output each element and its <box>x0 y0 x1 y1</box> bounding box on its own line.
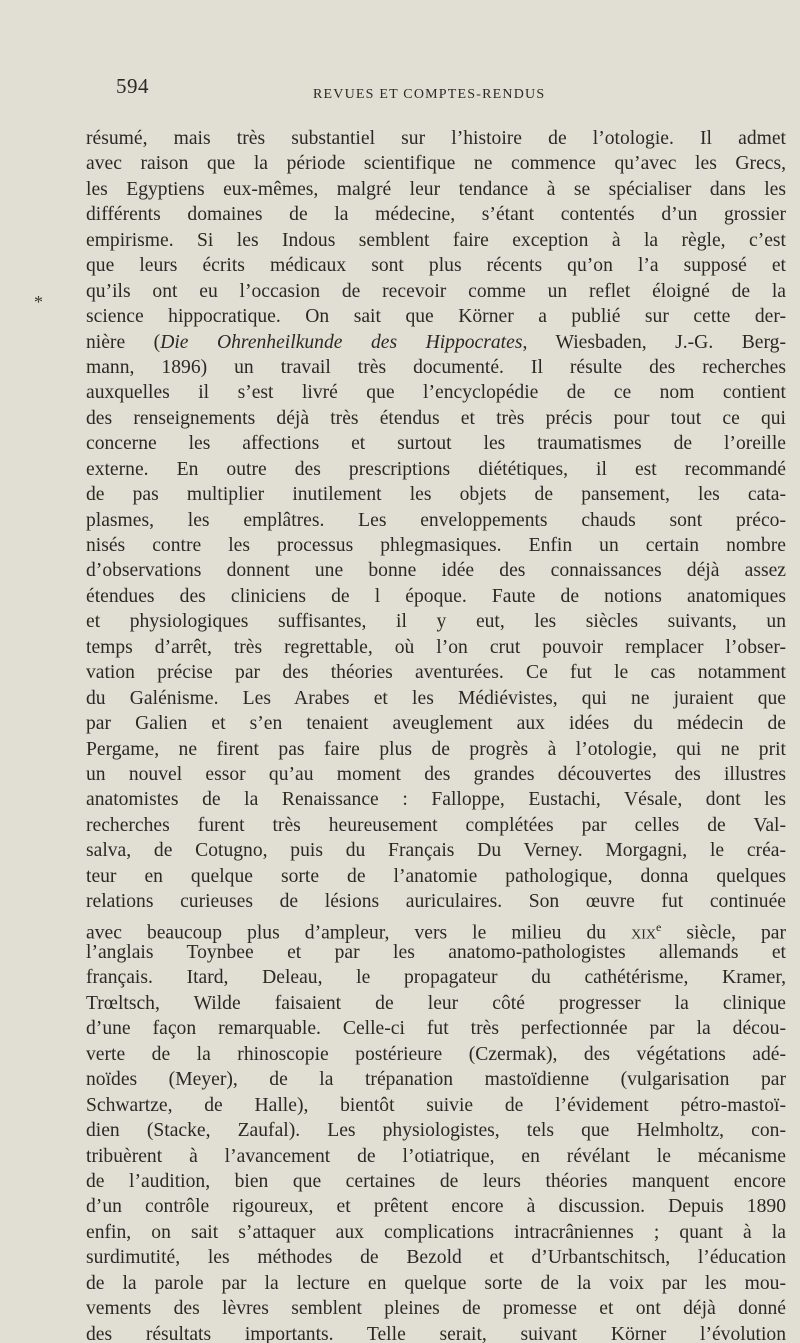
text-line-38: noïdes (Meyer), de la trépanation mastoïdienne (vulgarisation par <box>86 1069 786 1091</box>
text-line-23: du Galénisme. Les Arabes et les Médiévistes, qui ne juraient que <box>86 687 786 709</box>
text-line-46: de la parole par la lecture en quelque sorte de la voix par les mou- <box>86 1272 786 1294</box>
text-line-15: de pas multiplier inutilement les objets de pansement, les cata- <box>86 484 786 506</box>
text-line-20: et physiologiques suffisantes, il y eut, les siècles suivants, un <box>86 611 786 633</box>
text-line-26: un nouvel essor qu’au moment des grandes découvertes des illustres <box>86 763 786 785</box>
text-line-31: relations curieuses de lésions auriculaires. Son œuvre fut continuée <box>86 891 786 913</box>
text-line-44: enfin, on sait s’attaquer aux complications intracrâniennes ; quant à la <box>86 1221 786 1243</box>
text-line-8: science hippocratique. On sait que Körner a publié sur cette der- <box>86 306 786 328</box>
text-line-13: concerne les affections et surtout les traumatismes de l’oreille <box>86 433 786 455</box>
century-superscript: e <box>656 919 662 934</box>
text-line-32 <box>86 915 786 944</box>
running-title: REVUES ET COMPTES-RENDUS <box>313 87 546 102</box>
text-line-14: externe. En outre des prescriptions diététiques, il est recommandé <box>86 458 786 480</box>
text-line-32-pre: avec beaucoup plus d’ampleur, vers le milieu du <box>86 922 632 944</box>
text-line-33: l’anglais Toynbee et par les anatomo-pathologistes allemands et <box>86 942 786 963</box>
text-line-6: que leurs écrits médicaux sont plus récents qu’on l’a supposé et <box>86 255 786 277</box>
text-line-28: recherches furent très heureusement complétées par celles de Val- <box>86 814 786 836</box>
text-line-1: résumé, mais très substantiel sur l’histoire de l’otologie. Il admet <box>86 128 786 149</box>
page-number: 594 <box>116 74 149 98</box>
text-line-18: d’observations donnent une bonne idée des connaissances déjà assez <box>86 560 786 582</box>
text-line-30: teur en quelque sorte de l’anatomie pathologique, donna quelques <box>86 865 786 887</box>
text-line-35: Trœltsch, Wilde faisaient de leur côté progresser la clinique <box>86 992 786 1014</box>
text-line-34: français. Itard, Deleau, le propagateur du cathétérisme, Kramer, <box>86 967 786 989</box>
text-line-40: dien (Stacke, Zaufal). Les physiologistes, tels que Helmholtz, con- <box>86 1120 786 1142</box>
text-line-27: anatomistes de la Renaissance : Falloppe, Eustachi, Vésale, dont les <box>86 789 786 811</box>
text-line-3: les Egyptiens eux-mêmes, malgré leur tendance à se spécialiser dans les <box>86 178 786 200</box>
text-line-32-post: siècle, par <box>661 922 786 944</box>
text-line-41: tribuèrent à l’avancement de l’otiatrique, en révélant le mécanisme <box>86 1145 786 1167</box>
text-line-21: temps d’arrêt, très regrettable, où l’on crut pouvoir remplacer l’obser- <box>86 636 786 658</box>
text-line-10: mann, 1896) un travail très documenté. Il résulte des recherches <box>86 356 786 378</box>
margin-mark: * <box>34 292 43 312</box>
text-line-9-pre: nière ( <box>86 331 161 353</box>
text-line-37: verte de la rhinoscopie postérieure (Czermak), des végétations adé- <box>86 1043 786 1065</box>
text-line-9 <box>86 330 786 355</box>
text-line-16: plasmes, les emplâtres. Les enveloppements chauds sont préco- <box>86 509 786 531</box>
text-line-22: vation précise par des théories aventurées. Ce fut le cas notamment <box>86 662 786 684</box>
text-line-29: salva, de Cotugno, puis du Français Du Verney. Morgagni, le créa- <box>86 840 786 862</box>
text-line-7: qu’ils ont eu l’occasion de recevoir comme un reflet éloigné de la <box>86 280 786 302</box>
text-line-36: d’une façon remarquable. Celle-ci fut très perfectionnée par la décou- <box>86 1018 786 1040</box>
text-line-11: auxquelles il s’est livré que l’encyclopédie de ce nom contient <box>86 382 786 404</box>
text-line-5: empirisme. Si les Indous semblent faire exception à la règle, c’est <box>86 229 786 251</box>
text-line-9-post: , Wiesbaden, J.-G. Berg- <box>522 331 786 353</box>
century-numeral: xix <box>631 922 657 944</box>
text-line-25: Pergame, ne firent pas faire plus de progrès à l’otologie, qui ne prit <box>86 738 786 760</box>
text-line-47: vements des lèvres semblent pleines de promesse et ont déjà donné <box>86 1298 786 1320</box>
text-line-4: différents domaines de la médecine, s’étant contentés d’un grossier <box>86 204 786 226</box>
text-line-12: des renseignements déjà très étendus et très précis pour tout ce qui <box>86 407 786 429</box>
text-line-42: de l’audition, bien que certaines de leurs théories manquent encore <box>86 1170 786 1192</box>
text-line-24: par Galien et s’en tenaient aveuglement aux idées du médecin de <box>86 713 786 735</box>
text-line-45: surdimutité, les méthodes de Bezold et d’Urbantschitsch, l’éducation <box>86 1247 786 1269</box>
text-line-17: nisés contre les processus phlegmasiques. Enfin un certain nombre <box>86 535 786 556</box>
text-line-48: des résultats importants. Telle serait, suivant Körner l’évolution <box>86 1323 786 1343</box>
body-text <box>86 126 786 1343</box>
book-title-italic: Die Ohrenheilkunde des Hippocrates <box>160 331 523 353</box>
text-line-39: Schwartze, de Halle), bientôt suivie de l’évidement pétro-mastoï- <box>86 1094 786 1116</box>
text-line-19: étendues des cliniciens de l époque. Faute de notions anatomiques <box>86 585 786 607</box>
text-line-43: d’un contrôle rigoureux, et prêtent encore à discussion. Depuis 1890 <box>86 1196 786 1218</box>
text-line-2: avec raison que la période scientifique ne commence qu’avec les Grecs, <box>86 153 786 175</box>
